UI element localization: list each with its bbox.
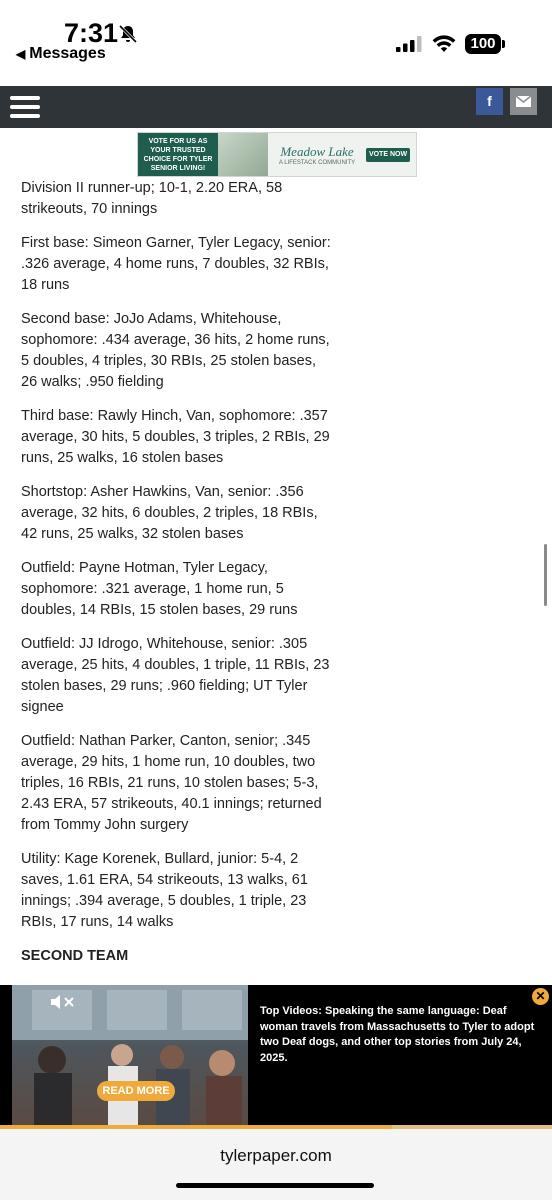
ad-photo bbox=[218, 133, 268, 176]
back-arrow-icon: ◀ bbox=[16, 47, 26, 61]
site-header bbox=[0, 86, 552, 128]
close-icon[interactable]: ✕ bbox=[532, 988, 549, 1005]
scrollbar[interactable] bbox=[544, 544, 547, 606]
article-body bbox=[21, 178, 331, 967]
video-player[interactable] bbox=[0, 985, 552, 1125]
article-paragraph: Shortstop: Asher Hawkins, Van, senior: .356 average, 32 hits, 6 doubles, 2 triples, 18 RBIs, 42 runs, 25 walks, 32 stolen bases bbox=[21, 484, 318, 542]
status-bar bbox=[0, 0, 552, 86]
section-heading: SECOND TEAM bbox=[21, 948, 129, 964]
battery-indicator: 100 bbox=[465, 34, 501, 54]
ad-tagline: VOTE FOR US AS YOUR TRUSTED CHOICE FOR TYLER SENIOR LIVING! bbox=[138, 133, 218, 176]
signal-icon bbox=[396, 36, 422, 52]
mute-icon[interactable] bbox=[48, 991, 78, 1013]
vote-now-button[interactable]: VOTE NOW bbox=[366, 148, 410, 162]
article-paragraph: Second base: JoJo Adams, Whitehouse, sophomore: .434 average, 36 hits, 2 home runs, 5 doubles, 4 triples, 30 RBIs, 25 stolen bases, 26 walks; .950 fielding bbox=[21, 311, 330, 390]
article-paragraph: Outfield: Payne Hotman, Tyler Legacy, sophomore: .321 average, 1 home run, 5 doubles, 14 RBIs, 15 stolen bases, 29 runs bbox=[21, 560, 298, 618]
article-paragraph: Utility: Kage Korenek, Bullard, junior: 5-4, 2 saves, 1.61 ERA, 54 strikeouts, 13 walks, 61 innings; .394 average, 5 doubles, 1 triple, 23 RBIs, 17 runs, 14 walks bbox=[21, 851, 308, 930]
article-paragraph: Outfield: JJ Idrogo, Whitehouse, senior: .305 average, 25 hits, 4 doubles, 1 triple, 11 RBIs, 23 stolen bases, 29 runs; .960 fielding; UT Tyler signee bbox=[21, 636, 330, 715]
email-share-icon[interactable] bbox=[510, 88, 537, 115]
browser-address-bar[interactable] bbox=[0, 1129, 552, 1200]
ad-brand-sub: A LIFESTACK COMMUNITY bbox=[278, 159, 356, 166]
battery-tip bbox=[502, 40, 505, 48]
article-paragraph: Outfield: Nathan Parker, Canton, senior; .345 average, 29 hits, 1 home run, 10 doubles, two triples, 16 RBIs, 21 runs, 10 stolen bases; 5-3, 2.43 ERA, 57 strikeouts, 40.1 innings; returned from Tommy John surgery bbox=[21, 733, 322, 833]
facebook-share-icon[interactable]: f bbox=[476, 88, 503, 115]
bell-slash-icon bbox=[118, 24, 138, 44]
article-paragraph: Division II runner-up; 10-1, 2.20 ERA, 58 strikeouts, 70 innings bbox=[21, 180, 283, 217]
home-indicator[interactable] bbox=[176, 1183, 374, 1188]
url-text[interactable]: tylerpaper.com bbox=[220, 1146, 332, 1165]
clock: 7:31 bbox=[64, 18, 119, 48]
wifi-icon bbox=[432, 35, 456, 53]
read-more-button[interactable]: READ MORE bbox=[97, 1081, 175, 1101]
article-paragraph: Third base: Rawly Hinch, Van, sophomore: .357 average, 30 hits, 5 doubles, 3 triples, 2 RBIs, 29 runs, 25 walks, 16 stolen bases bbox=[21, 408, 330, 466]
ad-brand: Meadow Lake A LIFESTACK COMMUNITY bbox=[268, 144, 366, 166]
video-thumbnail[interactable] bbox=[12, 985, 248, 1125]
hamburger-menu-icon[interactable] bbox=[10, 96, 40, 118]
video-title[interactable]: Top Videos: Speaking the same language: Deaf woman travels from Massachusetts to Tyler to adopt two Deaf dogs, and other top stories from July 24, 2025. bbox=[260, 1005, 535, 1064]
envelope-icon bbox=[510, 88, 537, 115]
article-paragraph: First base: Simeon Garner, Tyler Legacy, senior: .326 average, 4 home runs, 7 doubles, 32 RBIs, 18 runs bbox=[21, 235, 331, 293]
ad-banner[interactable] bbox=[137, 132, 417, 177]
back-to-messages[interactable]: ◀ Messages bbox=[16, 45, 106, 62]
